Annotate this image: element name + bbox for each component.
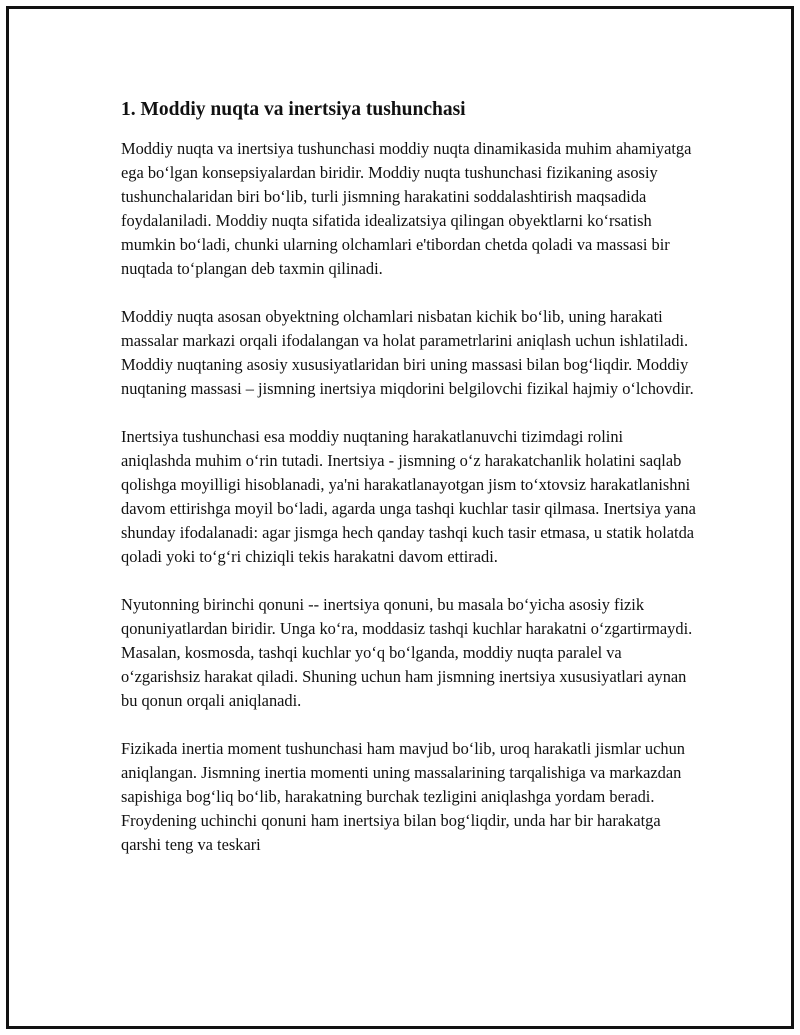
document-body	[121, 97, 697, 857]
section-heading: 1. Moddiy nuqta va inertsiya tushunchasi	[121, 99, 466, 120]
paragraph-material-point-mass: Moddiy nuqta asosan obyektning olchamlari nisbatan kichik boʻlib, uning harakati massalar markazi orqali ifodalangan va holat parametrlarini aniqlash uchun ishlatiladi. Moddiy nuqtaning asosiy xususiyatlaridan biri uning massasi bilan bogʻliqdir. Moddiy nuqtaning massasi – jismning inertsiya miqdorini belgilovchi fizikal hajmiy oʻlchovdir.	[121, 307, 694, 398]
paragraph-newton-first-law: Nyutonning birinchi qonuni -- inertsiya qonuni, bu masala boʻyicha asosiy fizik qonuniyatlardan biridir. Unga koʻra, moddasiz tashqi kuchlar harakatni oʻzgartirmaydi. Masalan, kosmosda, tashqi kuchlar yoʻq boʻlganda, moddiy nuqta paralel va oʻzgarishsiz harakat qiladi. Shuning uchun ham jismning inertsiya xususiyatlari aynan bu qonun orqali aniqlanadi.	[121, 595, 693, 710]
page-frame	[6, 6, 794, 1029]
paragraph-material-point-intro: Moddiy nuqta va inertsiya tushunchasi moddiy nuqta dinamikasida muhim ahamiyatga ega boʻlgan konsepsiyalardan biridir. Moddiy nuqta tushunchasi fizikaning asosiy tushunchalaridan biri boʻlib, turli jismning harakatini soddalashtirish maqsadida foydalaniladi. Moddiy nuqta sifatida idealizatsiya qilingan obyektlarni koʻrsatish mumkin boʻladi, chunki ularning olchamlari e'tibordan chetda qoladi va massasi bir nuqtada toʻplangan deb taxmin qilinadi.	[121, 139, 692, 278]
paragraph-inertia-moment: Fizikada inertia moment tushunchasi ham mavjud boʻlib, uroq harakatli jismlar uchun aniqlangan. Jismning inertia momenti uning massalarining tarqalishiga va markazdan sapishiga bogʻliq boʻlib, harakatning burchak tezligini aniqlashga yordam beradi. Froydening uchinchi qonuni ham inertsiya bilan bogʻliqdir, unda har bir harakatga qarshi teng va teskari	[121, 739, 685, 854]
paragraph-inertia-concept: Inertsiya tushunchasi esa moddiy nuqtaning harakatlanuvchi tizimdagi rolini aniqlashda muhim oʻrin tutadi. Inertsiya - jismning oʻz harakatchanlik holatini saqlab qolishga moyilligi hisoblanadi, ya'ni harakatlanayotgan jism toʻxtovsiz harakatlanishni davom ettirishga moyil boʻladi, agarda unga tashqi kuchlar tasir qilmasa. Inertsiya yana shunday ifodalanadi: agar jismga hech qanday tashqi kuch tasir etmasa, u statik holatda qoladi yoki toʻgʻri chiziqli tekis harakatni davom ettiradi.	[121, 427, 696, 566]
